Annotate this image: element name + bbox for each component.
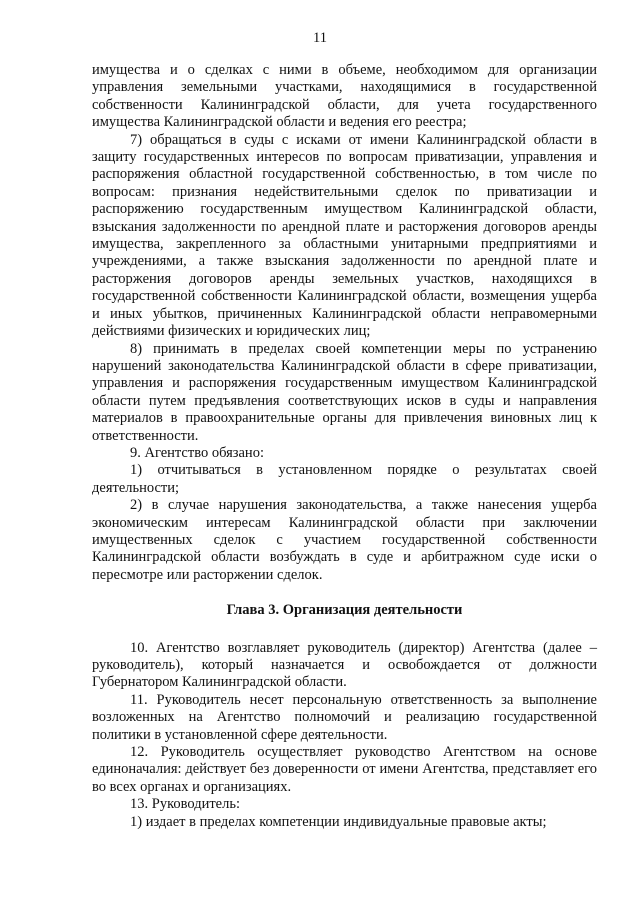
- chapter-heading: Глава 3. Организация деятельности: [226, 602, 463, 619]
- paragraph: 9. Агентство обязано:: [130, 444, 264, 461]
- paragraph: 1) отчитываться в установленном порядке о результатах своей деятельности;: [92, 462, 597, 496]
- document-body: [92, 62, 597, 831]
- paragraph: 10. Агентство возглавляет руководитель (директор) Агентства (далее – руководитель), который назначается и освобождается от должности Губернатором Калининградской области.: [92, 639, 597, 691]
- paragraph: 11. Руководитель несет персональную ответственность за выполнение возложенных на Агентство полномочий и реализацию государственной политики в установленной сфере деятельности.: [92, 691, 597, 743]
- paragraph: 2) в случае нарушения законодательства, а также нанесения ущерба экономическим интересам Калининградской области при заключении имущественных сделок с участием государственной собственности Калининградской области возбуждать в суде и арбитражном суде иски о пересмотре или расторжении сделок.: [92, 497, 597, 583]
- paragraph: 12. Руководитель осуществляет руководство Агентством на основе единоначалия: действует без доверенности от имени Агентства, представляет его во всех органах и организациях.: [92, 744, 597, 795]
- paragraph: 7) обращаться в суды с исками от имени Калининградской области в защиту государственных интересов по вопросам приватизации, управления и распоряжения областной государственной собственностью, в том числе по вопросам: признания недействительными сделок по приватизации и распоряжению государственным имуществом Калининградской области, взыскания задолженности по арендной плате и расторжения договоров аренды имущества, закрепленного за областными унитарными предприятиями и учреждениями, а также взыскания задолженности по арендной плате и расторжения договоров аренды земельных участков, находящихся в государственной собственности Калининградской области, возмещения ущерба и иных убытков, причиненных Калининградской области неправомерными действиями физических и юридических лиц;: [92, 131, 597, 340]
- paragraph: 1) издает в пределах компетенции индивидуальные правовые акты;: [130, 813, 547, 830]
- paragraph: 13. Руководитель:: [130, 796, 240, 813]
- page-number: 11: [313, 30, 327, 46]
- paragraph: 8) принимать в пределах своей компетенции меры по устранению нарушений законодательства Калининградской области в сфере приватизации, управления и распоряжения государственным имуществом Калининградской области путем предъявления соответствующих исков в суды и направления материалов в правоохранительные органы для привлечения виновных лиц к ответственности.: [92, 340, 597, 444]
- paragraph: имущества и о сделках с ними в объеме, необходимом для организации управления земельными участками, находящимися в государственной собственности Калининградской области, для учета государственного имущества Калининградской области и ведения его реестра;: [92, 62, 597, 131]
